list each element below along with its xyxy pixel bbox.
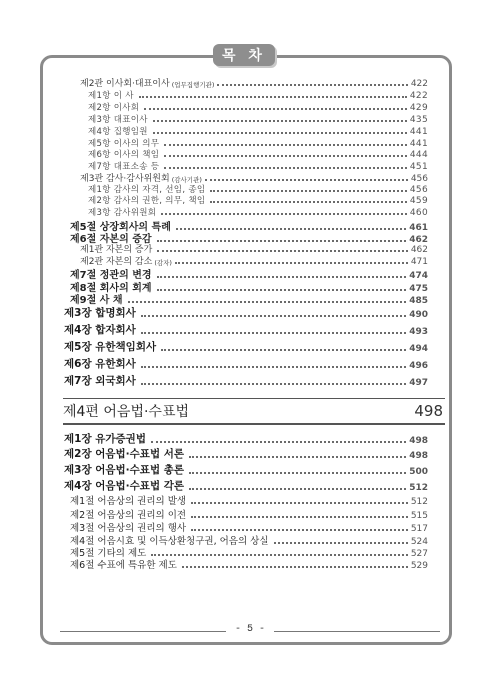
toc-entry-page: 512	[410, 497, 428, 507]
dot-leader	[161, 349, 406, 351]
toc-entry-label: 제2항 이사회	[88, 103, 140, 113]
toc-entry-page: 496	[409, 361, 428, 371]
toc-entry-page: 441	[409, 139, 428, 149]
toc-entry-page: 517	[410, 524, 428, 534]
dot-leader	[189, 488, 406, 490]
toc-entry[interactable]	[64, 305, 428, 320]
toc-entry-label: 제3장 합명회사	[64, 307, 136, 319]
toc-entry-label: 제8절 회사의 회계	[70, 283, 152, 294]
toc-entry-page: 493	[409, 327, 428, 337]
toc-entry-label: 제6절 수표에 특유한 제도	[70, 560, 177, 571]
toc-entry-label: 제2절 어음상의 권리의 이전	[70, 510, 187, 521]
dot-leader	[153, 132, 407, 134]
toc-entry-page: 512	[409, 483, 428, 493]
toc-entry[interactable]	[64, 431, 428, 446]
toc-entry-label: 제2장 어음법·수표법 서론	[64, 448, 185, 460]
dot-leader	[210, 190, 407, 192]
toc-entry-label: 제4장 합자회사	[64, 324, 136, 336]
toc-entry-label: 제1관 자본의 증가	[80, 245, 153, 255]
toc-entry-label: 제1항 감사의 자격, 선임, 종임	[88, 185, 206, 195]
toc-entry-label: 제6항 이사의 책임	[88, 150, 160, 160]
toc-entry-page: 444	[409, 150, 428, 160]
toc-entry-label: 제5절 상장회사의 특례	[70, 222, 171, 233]
toc-entry-label: 제5절 기타의 제도	[70, 548, 147, 559]
toc-entry-page: 460	[409, 208, 428, 218]
toc-entry-page: 527	[410, 549, 428, 559]
dot-leader	[182, 566, 408, 568]
part-page: 498	[414, 402, 443, 420]
toc-entry-page: 451	[409, 162, 428, 172]
toc-entry-note: (업무집행기관)	[171, 81, 215, 89]
dot-leader	[191, 516, 408, 518]
toc-entry-page: 498	[409, 451, 428, 461]
toc-entry-label: 제1절 어음상의 권리의 발생	[70, 496, 187, 507]
toc-entry-page: 441	[409, 127, 428, 137]
dot-leader	[191, 502, 408, 504]
dot-leader	[274, 542, 408, 544]
toc-entry-page: 494	[409, 344, 428, 354]
toc-entry-page: 524	[410, 537, 428, 547]
toc-entry-label: 제3관 감사·감사위원회	[80, 174, 170, 184]
toc-entry[interactable]	[70, 557, 428, 571]
toc-entry[interactable]	[64, 462, 428, 477]
toc-entry-label: 제7절 정관의 변경	[70, 270, 152, 281]
toc-entry-page: 485	[409, 296, 428, 306]
toc-entry-label: 제7장 외국회사	[64, 375, 136, 387]
toc-entry[interactable]	[80, 76, 428, 89]
dot-leader	[175, 262, 408, 264]
dot-leader	[157, 250, 408, 252]
toc-entry-label: 제9절 사 채	[70, 295, 123, 306]
toc-entry-label: 제7항 대표소송 등	[88, 162, 160, 172]
toc-entry-page: 490	[409, 310, 428, 320]
dot-leader	[128, 301, 407, 303]
dot-leader	[157, 276, 407, 278]
toc-entry-label: 제4항 집행임원	[88, 127, 148, 137]
toc-entry[interactable]	[70, 493, 428, 507]
toc-entry-page: 459	[409, 196, 428, 206]
toc-entry-page: 474	[409, 271, 428, 281]
dot-leader	[189, 456, 406, 458]
toc-entry[interactable]	[64, 322, 428, 337]
toc-entry-label: 제4장 어음법·수표법 각론	[64, 480, 185, 492]
toc-entry-label: 제6절 자본의 증감	[70, 234, 152, 245]
toc-entry-label: 제1항 이 사	[88, 91, 134, 101]
toc-entry-label: 제5장 유한책임회사	[64, 341, 157, 353]
toc-entry-note: (감자)	[154, 259, 172, 267]
toc-entry-page: 529	[410, 561, 428, 571]
dot-leader	[161, 213, 407, 215]
dot-leader	[139, 96, 407, 98]
toc-entry-label: 제2관 이사회·대표이사	[80, 79, 170, 89]
toc-entry[interactable]	[88, 89, 428, 101]
toc-entry[interactable]	[64, 356, 428, 371]
dot-leader	[153, 120, 407, 122]
part-header	[63, 398, 445, 425]
dot-leader	[164, 155, 407, 157]
toc-entry-page: 475	[409, 284, 428, 294]
toc-entry-page: 461	[409, 223, 428, 233]
page-number: - 5 -	[226, 624, 274, 638]
toc-entry-page: 422	[409, 91, 428, 101]
toc-entry-page: 456	[410, 174, 428, 184]
dot-leader	[217, 84, 407, 86]
toc-entry[interactable]	[70, 507, 428, 521]
toc-entry-label: 제3항 감사위원회	[88, 208, 157, 218]
toc-entry-label: 제3절 어음상의 권리의 행사	[70, 523, 187, 534]
toc-entry-note: (감사기관)	[171, 176, 202, 184]
toc-entry-page: 429	[409, 103, 428, 113]
toc-entry[interactable]	[88, 125, 428, 137]
dot-leader	[141, 366, 406, 368]
toc-entry[interactable]	[88, 113, 428, 125]
dot-leader	[210, 201, 407, 203]
toc-entry-page: 500	[409, 467, 428, 477]
toc-entry-page: 456	[409, 185, 428, 195]
toc-entry-label: 제6장 유한회사	[64, 358, 136, 370]
part-title: 제4편 어음법·수표법	[63, 404, 189, 420]
toc-entry-label: 제2관 자본의 감소	[80, 257, 153, 267]
toc-entry[interactable]	[64, 373, 428, 388]
toc-entry-page: 422	[410, 79, 428, 89]
toc-entry[interactable]	[88, 148, 428, 160]
toc-entry-page: 471	[410, 257, 428, 267]
toc-entry-label: 제4절 어음시효 및 이득상환청구권, 어음의 상실	[70, 536, 269, 547]
toc-entry[interactable]	[88, 206, 428, 218]
toc-entry[interactable]	[88, 194, 428, 206]
toc-entry-page: 498	[409, 436, 428, 446]
toc-entry-page: 515	[410, 511, 428, 521]
toc-entry[interactable]	[70, 520, 428, 534]
dot-leader	[151, 441, 406, 443]
dot-leader	[189, 472, 406, 474]
toc-entry[interactable]	[64, 446, 428, 461]
toc-entry[interactable]	[64, 339, 428, 354]
dot-leader	[205, 179, 408, 181]
toc-entry-label: 제5항 이사의 의무	[88, 139, 160, 149]
dot-leader	[141, 315, 406, 317]
toc-entry[interactable]	[88, 101, 428, 113]
toc-title: 목 차	[213, 44, 275, 66]
dot-leader	[164, 144, 407, 146]
toc-entry[interactable]	[70, 291, 428, 306]
toc-entry-page: 462	[409, 235, 428, 245]
toc-entry-page: 497	[409, 378, 428, 388]
dot-leader	[151, 554, 407, 556]
dot-leader	[144, 108, 407, 110]
toc-entry-label: 제2항 감사의 권한, 의무, 책임	[88, 196, 206, 206]
toc-entry-label: 제3항 대표이사	[88, 115, 148, 125]
toc-entry[interactable]	[64, 478, 428, 493]
toc-entry-label: 제3장 어음법·수표법 총론	[64, 464, 185, 476]
toc-entry-page: 435	[409, 115, 428, 125]
toc-entry-page: 462	[410, 245, 428, 255]
dot-leader	[141, 332, 406, 334]
dot-leader	[141, 383, 406, 385]
dot-leader	[191, 529, 408, 531]
dot-leader	[164, 167, 407, 169]
toc-entry-label: 제1장 유가증권법	[64, 433, 146, 445]
